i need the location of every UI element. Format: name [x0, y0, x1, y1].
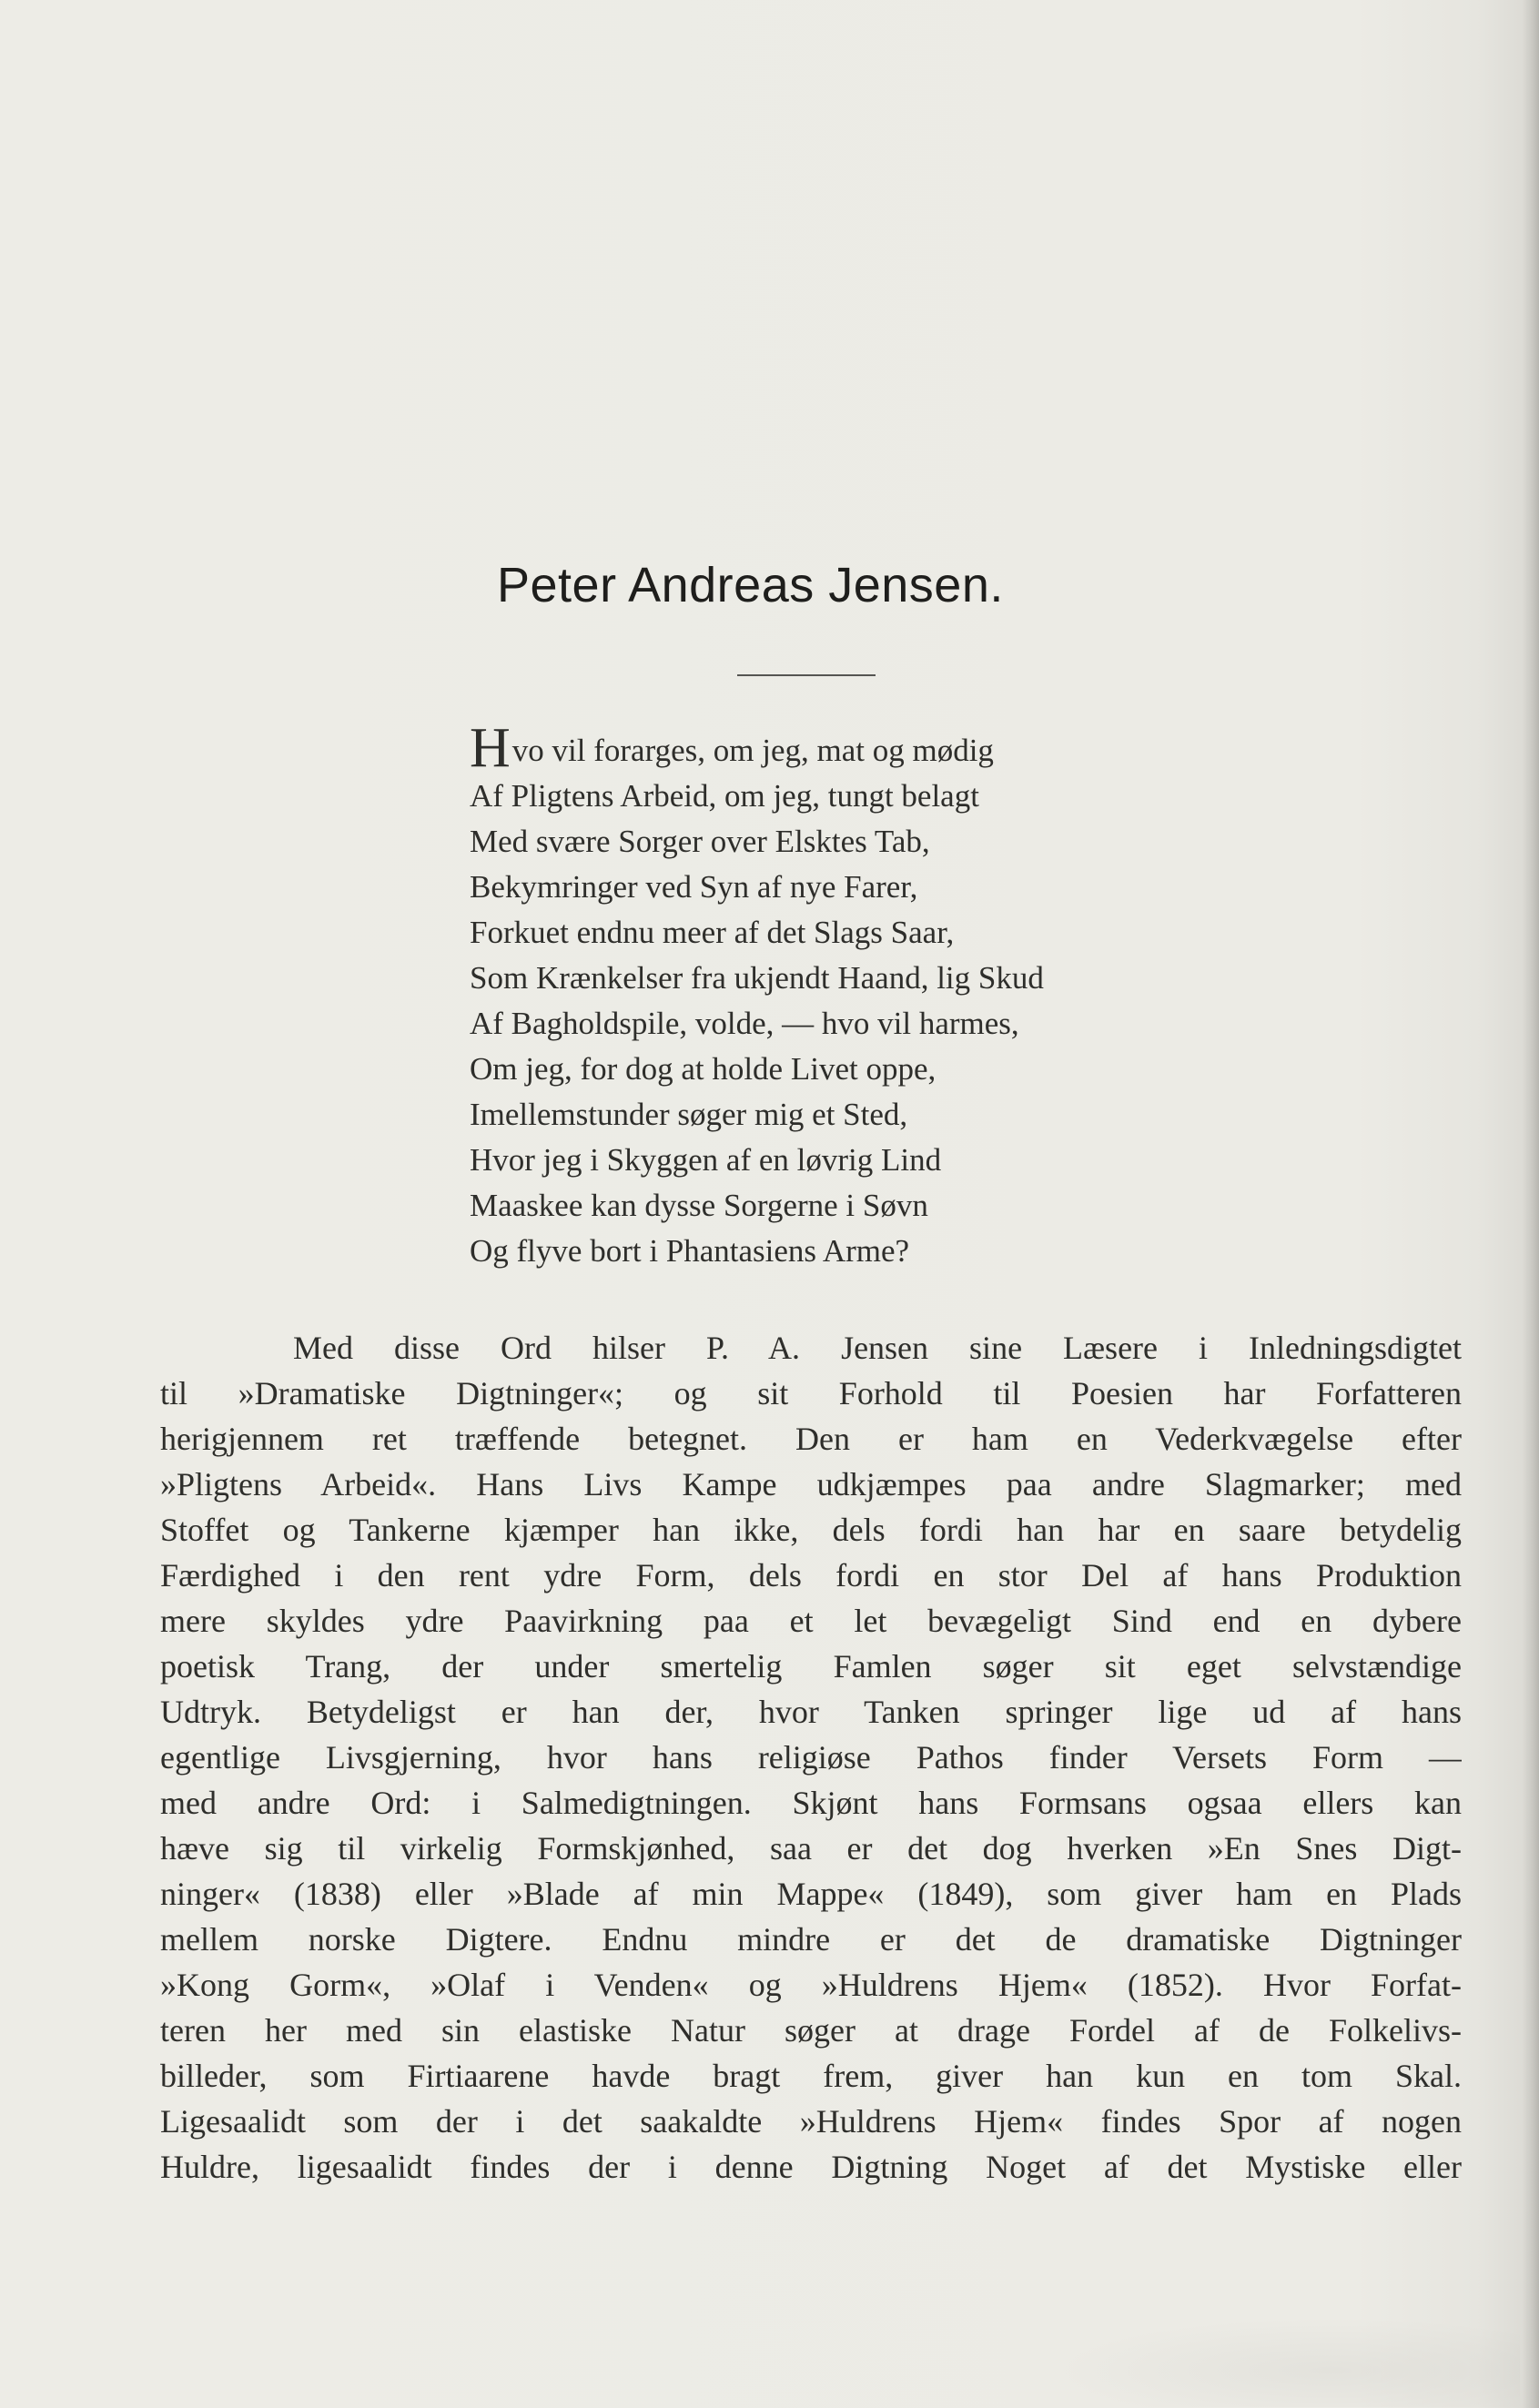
paper-smudge [1047, 2316, 1520, 2407]
prose-line: herigjennem ret træffende betegnet. Den er ham en Vederkvægelse efter [160, 1421, 1462, 1457]
poem-line: Imellemstunder søger mig et Sted, [470, 1097, 908, 1132]
prose-line: til »Dramatiske Digtninger«; og sit Forhold til Poesien har Forfatteren [160, 1375, 1462, 1411]
poem-line: Af Bagholdspile, volde, — hvo vil harmes, [470, 1006, 1019, 1041]
prose-line: Huldre, ligesaalidt findes der i denne Digtning Noget af det Mystiske eller [160, 2149, 1462, 2185]
prose-line: hæve sig til virkelig Formskjønhed, saa er det dog hverken »En Snes Digt- [160, 1830, 1462, 1867]
poem-line-text: vo vil forarges, om jeg, mat og mødig [511, 733, 994, 768]
poem-block [470, 717, 1289, 1274]
poem-line: Som Krænkelser fra ukjendt Haand, lig Skud [470, 960, 1044, 996]
prose-line: »Kong Gorm«, »Olaf i Venden« og »Huldrens Hjem« (1852). Hvor Forfat- [160, 1967, 1462, 2003]
prose-line: ninger« (1838) eller »Blade af min Mappe« (1849), som giver ham en Plads [160, 1876, 1462, 1912]
prose-line: mere skyldes ydre Paavirkning paa et let bevægeligt Sind end en dybere [160, 1603, 1462, 1639]
drop-initial: H [470, 717, 511, 779]
prose-line: billeder, som Firtiaarene havde bragt frem, giver han kun en tom Skal. [160, 2058, 1462, 2094]
prose-line: med andre Ord: i Salmedigtningen. Skjønt hans Formsans ogsaa ellers kan [160, 1785, 1462, 1821]
prose-line: Færdighed i den rent ydre Form, dels fordi en stor Del af hans Produktion [160, 1557, 1462, 1594]
poem-line: Og flyve bort i Phantasiens Arme? [470, 1233, 910, 1269]
page-edge-shadow [1523, 0, 1539, 2408]
prose-paragraph [160, 1325, 1462, 2190]
prose-line: Stoffet og Tankerne kjæmper han ikke, dels fordi han har en saare betydelig [160, 1512, 1462, 1548]
poem-line: Bekymringer ved Syn af nye Farer, [470, 869, 918, 905]
poem-line [470, 717, 1289, 779]
prose-line: Udtryk. Betydeligst er han der, hvor Tanken springer lige ud af hans [160, 1694, 1462, 1730]
prose-line: mellem norske Digtere. Endnu mindre er det de dramatiske Digtninger [160, 1921, 1462, 1958]
prose-line: teren her med sin elastiske Natur søger at drage Fordel af de Folkelivs- [160, 2012, 1462, 2049]
poem-line: Af Pligtens Arbeid, om jeg, tungt belagt [470, 778, 979, 814]
poem-line: Maaskee kan dysse Sorgerne i Søvn [470, 1188, 928, 1223]
poem-line: Forkuet endnu meer af det Slags Saar, [470, 915, 955, 950]
poem-line: Med svære Sorger over Elsktes Tab, [470, 824, 930, 859]
prose-line: egentlige Livsgjerning, hvor hans religiøse Pathos finder Versets Form — [160, 1739, 1462, 1776]
prose-line: poetisk Trang, der under smertelig Famlen søger sit eget selvstændige [160, 1648, 1462, 1685]
poem-line: Om jeg, for dog at holde Livet oppe, [470, 1051, 937, 1087]
poem-line: Hvor jeg i Skyggen af en løvrig Lind [470, 1142, 942, 1178]
prose-line: Ligesaalidt som der i det saakaldte »Huldrens Hjem« findes Spor af nogen [160, 2103, 1462, 2140]
prose-line: »Pligtens Arbeid«. Hans Livs Kampe udkjæmpes paa andre Slagmarker; med [160, 1466, 1462, 1502]
title-divider [737, 674, 876, 676]
prose-line: Med disse Ord hilser P. A. Jensen sine Læsere i Inledningsdigtet [293, 1330, 1462, 1366]
chapter-title: Peter Andreas Jensen. [497, 558, 1004, 612]
